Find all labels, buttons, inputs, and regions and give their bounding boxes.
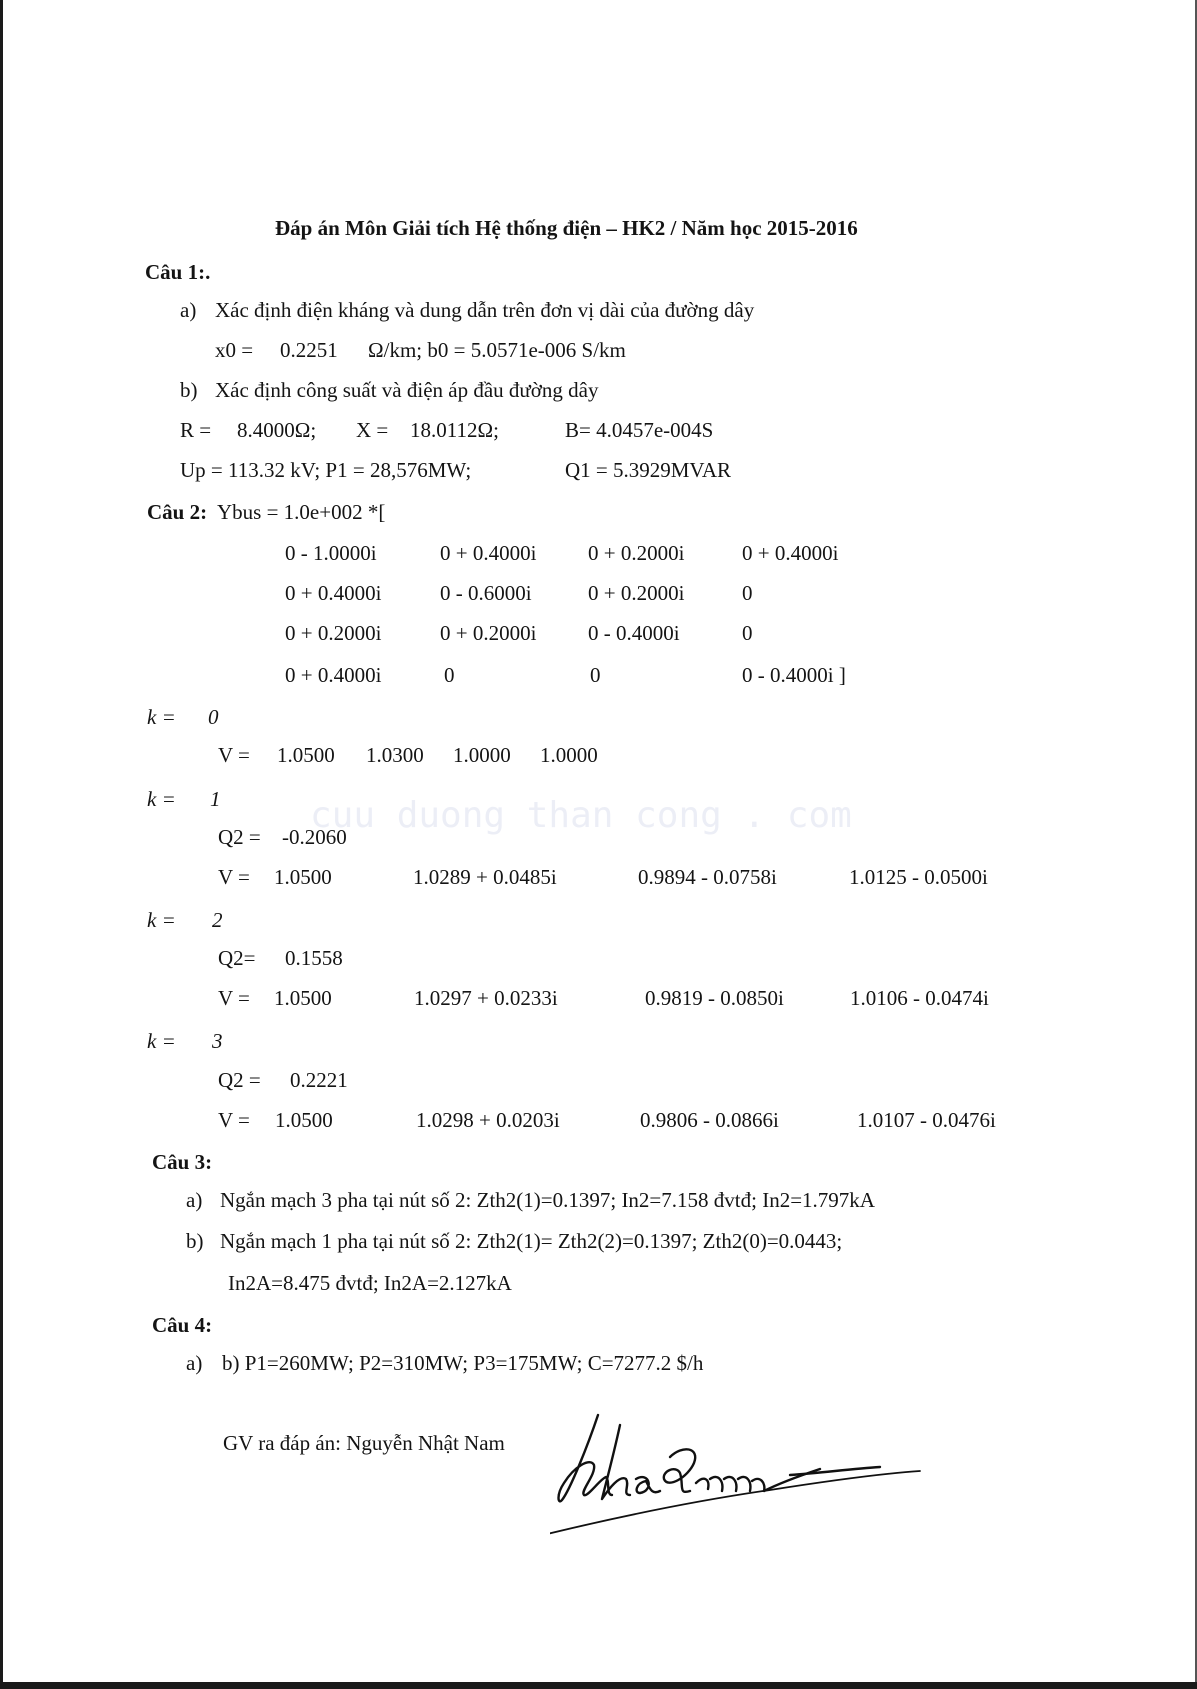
signature	[550, 1395, 930, 1560]
matrix-cell: 0 + 0.2000i	[588, 541, 685, 565]
cau1-heading: Câu 1:.	[145, 260, 211, 284]
cau1-x-value: 18.0112Ω;	[410, 418, 499, 442]
iter-v-value: 1.0289 + 0.0485i	[413, 865, 557, 889]
iter-v-label: V =	[218, 743, 250, 767]
scan-border-left	[0, 0, 3, 1689]
cau1-b-text: Xác định công suất và điện áp đầu đường dây	[215, 378, 599, 402]
iter-v-label: V =	[218, 986, 250, 1010]
matrix-cell: 0 - 1.0000i	[285, 541, 377, 565]
matrix-cell: 0 - 0.4000i	[588, 621, 680, 645]
matrix-cell: 0	[742, 581, 753, 605]
iter-k-value: 0	[208, 705, 219, 729]
cau3-b-text-cont: In2A=8.475 đvtđ; In2A=2.127kA	[228, 1271, 512, 1295]
cau1-a-text: Xác định điện kháng và dung dẫn trên đơn vị dài của đường dây	[215, 298, 755, 322]
matrix-cell: 0 + 0.4000i	[742, 541, 839, 565]
iter-v-value: 1.0500	[274, 865, 332, 889]
iter-v-value: 1.0300	[366, 743, 424, 767]
iter-k-label: k =	[147, 705, 176, 729]
cau1-a-label: a)	[180, 298, 197, 322]
author-line: GV ra đáp án: Nguyễn Nhật Nam	[223, 1431, 505, 1455]
iter-v-label: V =	[218, 1108, 250, 1132]
cau3-b-label: b)	[186, 1229, 204, 1253]
page-title: Đáp án Môn Giải tích Hệ thống điện – HK2 / Năm học 2015-2016	[275, 216, 858, 240]
watermark: cuu duong than cong . com	[310, 795, 852, 836]
iter-v-value: 1.0298 + 0.0203i	[416, 1108, 560, 1132]
matrix-cell: 0	[590, 663, 601, 687]
iter-k-value: 2	[212, 908, 223, 932]
cau1-up-p1: Up = 113.32 kV; P1 = 28,576MW;	[180, 458, 472, 482]
matrix-cell: 0	[444, 663, 455, 687]
iter-q2-value: 0.1558	[285, 946, 343, 970]
cau1-q1: Q1 = 5.3929MVAR	[565, 458, 732, 482]
iter-q2-value: 0.2221	[290, 1068, 348, 1092]
iter-k-label: k =	[147, 908, 176, 932]
iter-v-label: V =	[218, 865, 250, 889]
matrix-cell: 0 - 0.6000i	[440, 581, 532, 605]
iter-v-value: 1.0107 - 0.0476i	[857, 1108, 996, 1132]
matrix-cell: 0 + 0.2000i	[588, 581, 685, 605]
iter-v-value: 1.0500	[277, 743, 335, 767]
cau3-heading: Câu 3:	[152, 1150, 213, 1174]
iter-k-value: 1	[210, 787, 221, 811]
matrix-cell: 0 + 0.4000i	[285, 581, 382, 605]
iter-q2-label: Q2=	[218, 946, 256, 970]
matrix-cell: 0 + 0.4000i	[440, 541, 537, 565]
cau4-a-text: b) P1=260MW; P2=310MW; P3=175MW; C=7277.2 $/h	[222, 1351, 704, 1375]
cau1-r-value: 8.4000Ω;	[237, 418, 317, 442]
iter-q2-label: Q2 =	[218, 825, 261, 849]
iter-v-value: 0.9819 - 0.0850i	[645, 986, 784, 1010]
cau2-ybus: Ybus = 1.0e+002 *[	[217, 500, 386, 524]
iter-v-value: 1.0297 + 0.0233i	[414, 986, 558, 1010]
iter-v-value: 1.0000	[453, 743, 511, 767]
matrix-cell: 0 + 0.2000i	[440, 621, 537, 645]
matrix-cell: 0	[742, 621, 753, 645]
cau1-b-label: b)	[180, 378, 198, 402]
iter-v-value: 1.0500	[274, 986, 332, 1010]
cau1-x0-label: x0 =	[215, 338, 254, 362]
iter-k-value: 3	[212, 1029, 223, 1053]
scan-border-bottom	[0, 1682, 1197, 1689]
cau1-b-value: B= 4.0457e-004S	[565, 418, 714, 442]
iter-v-value: 1.0000	[540, 743, 598, 767]
cau1-r-label: R =	[180, 418, 212, 442]
cau3-a-text: Ngắn mạch 3 pha tại nút số 2: Zth2(1)=0.1397; In2=7.158 đvtđ; In2=1.797kA	[220, 1188, 875, 1212]
iter-v-value: 0.9894 - 0.0758i	[638, 865, 777, 889]
cau3-a-label: a)	[186, 1188, 203, 1212]
iter-v-value: 1.0125 - 0.0500i	[849, 865, 988, 889]
cau3-b-text: Ngắn mạch 1 pha tại nút số 2: Zth2(1)= Zth2(2)=0.1397; Zth2(0)=0.0443;	[220, 1229, 843, 1253]
cau2-heading: Câu 2:	[147, 500, 208, 524]
matrix-cell: 0 - 0.4000i ]	[742, 663, 846, 687]
cau1-x0-rest: Ω/km; b0 = 5.0571e-006 S/km	[368, 338, 626, 362]
matrix-cell: 0 + 0.4000i	[285, 663, 382, 687]
iter-k-label: k =	[147, 787, 176, 811]
iter-v-value: 1.0500	[275, 1108, 333, 1132]
iter-v-value: 1.0106 - 0.0474i	[850, 986, 989, 1010]
cau1-x0-value: 0.2251	[280, 338, 338, 362]
matrix-cell: 0 + 0.2000i	[285, 621, 382, 645]
iter-q2-value: -0.2060	[282, 825, 347, 849]
iter-q2-label: Q2 =	[218, 1068, 261, 1092]
iter-v-value: 0.9806 - 0.0866i	[640, 1108, 779, 1132]
iter-k-label: k =	[147, 1029, 176, 1053]
cau4-heading: Câu 4:	[152, 1313, 213, 1337]
cau1-x-label: X =	[356, 418, 389, 442]
cau4-a-label: a)	[186, 1351, 203, 1375]
